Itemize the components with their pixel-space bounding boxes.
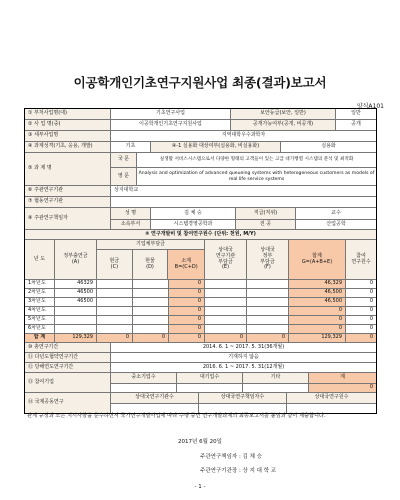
- row-current-period: [25, 363, 376, 373]
- ministry-program-value: 기초연구사업: [111, 109, 231, 119]
- year-cell: 3차년도: [25, 298, 55, 306]
- inkind-cell: [133, 316, 169, 324]
- subtotal-cell: 0: [169, 316, 205, 324]
- other-cell: [205, 280, 247, 288]
- total-cell: 0: [289, 307, 346, 315]
- pi-dept-label: 소속부서: [111, 220, 151, 229]
- row-partner-institution: [25, 197, 376, 208]
- local-cell: [247, 325, 289, 333]
- project-type-label: ④ 과제성격(기초, 응용, 개발): [25, 142, 111, 152]
- total-cell: 46,500: [289, 289, 346, 297]
- subtotal-cell: 0: [169, 307, 205, 315]
- sum-local: 0: [247, 334, 289, 342]
- total-cell: 0: [289, 316, 346, 324]
- detail-program-label: ③ 세부사업명: [25, 131, 111, 141]
- security-level-value: 일반: [351, 110, 361, 117]
- gov-cell: 46329: [55, 280, 97, 288]
- disclosure-label: 공개가능여부(공개, 비공개): [231, 120, 336, 130]
- submission-date: 2017년 6월 20일: [178, 439, 222, 445]
- row-budget-header: [25, 230, 376, 240]
- disclosure-value: 공개: [351, 121, 361, 128]
- current-period-label: ⑫ 당해연도연구기간: [25, 363, 111, 372]
- col-staff-header: 참여 연구원수: [351, 252, 371, 265]
- practical-use-label: ④-1 실용화 대상여부(실용화, 비실용화): [151, 142, 281, 152]
- pi-major-value: 산업공학: [326, 220, 346, 227]
- program-name-label: ② 사 업 명(중): [25, 120, 111, 130]
- gov-cell: [55, 316, 97, 324]
- local-cell: [247, 289, 289, 297]
- inkind-cell: [133, 289, 169, 297]
- budget-row: [25, 280, 376, 289]
- page-number: - 1 -: [194, 484, 206, 490]
- row-program-name: [25, 120, 376, 131]
- budget-row: [25, 298, 376, 307]
- other-cell: [205, 307, 247, 315]
- large-company-count-header: 대기업수: [177, 373, 243, 383]
- pi-name-label: 성 명: [111, 208, 151, 219]
- current-period-value: 2016. 6. 1 ~ 2017. 5. 31(12개월): [202, 363, 285, 370]
- row-budget-columns: [25, 240, 376, 280]
- sum-cash: 0: [97, 334, 133, 342]
- principal-investigator-label: ⑧ 주관연구책임자: [25, 208, 111, 229]
- pi-major-label: 전 공: [236, 220, 296, 229]
- practical-use-value: 실용화: [321, 143, 336, 150]
- row-ministry-program: [25, 109, 376, 120]
- report-form-table: [24, 108, 377, 414]
- sme-count-value: [111, 384, 177, 392]
- cash-cell: [97, 280, 133, 288]
- pi-rank-label: 직급(직위): [236, 208, 296, 219]
- budget-row: [25, 289, 376, 298]
- subtotal-cell: 0: [169, 298, 205, 306]
- staff-cell: 0: [369, 289, 373, 296]
- participating-companies-label: ⑬ 참여기업: [25, 373, 111, 392]
- inkind-cell: [133, 307, 169, 315]
- subtotal-cell: 0: [169, 289, 205, 297]
- year-cell: 2차년도: [25, 289, 55, 297]
- gov-cell: [55, 307, 97, 315]
- multiyear-period-label: ⑪ 다년도협약연구기간: [25, 353, 111, 362]
- col-local-header: 상대국 정부 부담금 (F): [247, 240, 289, 279]
- year-cell: 1차년도: [25, 280, 55, 288]
- total-cell: 0: [289, 325, 346, 333]
- submission-statement: 관계 규정과 모든 지시사항을 준수하면서 국가연구개발사업에 따라 수행 중인 연구개발과제의 최종보고서를 붙임과 같이 제출합니다.: [27, 413, 326, 419]
- security-level-label: 보안등급(보안, 일반): [231, 109, 336, 119]
- partner-institution-count-header: 상대국연구기관수: [111, 393, 199, 403]
- row-participating-companies: [25, 373, 376, 393]
- col-gov-header: 정부출연금 (A): [55, 240, 97, 279]
- project-title-label: ⑤ 과 제 명: [25, 153, 111, 185]
- lead-institution-value: 상지대학교: [114, 187, 139, 194]
- sum-other: 0: [205, 334, 247, 342]
- budget-sum-row: [25, 334, 376, 343]
- cash-cell: [97, 289, 133, 297]
- sme-count-header: 중소기업수: [111, 373, 177, 383]
- row-international-research: [25, 393, 376, 413]
- other-company-count-value: [243, 384, 309, 392]
- pi-rank-value: 교수: [331, 209, 341, 216]
- international-research-label: ⑭ 국제공동연구: [25, 393, 111, 413]
- partner-institution-label: ⑦ 협동연구기관: [25, 197, 111, 207]
- partner-institution-value: [111, 197, 376, 207]
- year-cell: 6차년도: [25, 325, 55, 333]
- budget-row: [25, 316, 376, 325]
- sum-label: 합 계: [25, 334, 55, 342]
- project-type-value: 기초: [111, 142, 151, 152]
- cash-cell: [97, 316, 133, 324]
- col-year-header: 년 도: [25, 240, 55, 279]
- row-multiyear-period: [25, 353, 376, 363]
- row-principal-investigator: [25, 208, 376, 230]
- staff-cell: 0: [369, 298, 373, 305]
- total-cell: 46,329: [289, 280, 346, 288]
- institution-head-signature-line: 주관연구기관장 : 상 지 대 학 교: [200, 468, 277, 474]
- inkind-cell: [133, 298, 169, 306]
- sum-total: 129,329: [289, 334, 346, 342]
- sum-inkind: 0: [133, 334, 169, 342]
- cash-cell: [97, 325, 133, 333]
- row-total-period: [25, 343, 376, 353]
- year-cell: 4차년도: [25, 307, 55, 315]
- staff-cell: 0: [369, 280, 373, 287]
- other-cell: [205, 298, 247, 306]
- lead-institution-label: ⑥ 주관연구기관: [25, 186, 111, 196]
- korean-title-label: 국 문: [111, 153, 137, 167]
- large-company-count-value: [177, 384, 243, 392]
- cash-cell: [97, 298, 133, 306]
- staff-cell: 0: [369, 307, 373, 314]
- english-title-label: 영 문: [111, 168, 137, 185]
- budget-section-title: ⑨ 연구개발비 및 참여연구원수 (단위: 천원, M/Y): [145, 230, 256, 237]
- pi-dept-value: 시스템경영공학과: [151, 220, 236, 229]
- inkind-cell: [133, 325, 169, 333]
- total-period-label: ⑩ 총연구기간: [25, 343, 111, 352]
- total-cell: 46,500: [289, 298, 346, 306]
- gov-cell: [55, 325, 97, 333]
- detail-program-value: 지역대학우수과학자: [221, 132, 266, 139]
- year-cell: 5차년도: [25, 316, 55, 324]
- staff-cell: 0: [369, 325, 373, 332]
- gov-cell: 46500: [55, 289, 97, 297]
- local-cell: [247, 316, 289, 324]
- pi-signature-line: 주관연구책임자 : 김 체 승: [200, 454, 262, 460]
- other-company-count-header: 기타: [243, 373, 309, 383]
- col-other-header: 상대국 연구기관 부담금 (E): [205, 240, 247, 279]
- row-lead-institution: [25, 186, 376, 197]
- subtotal-cell: 0: [169, 325, 205, 333]
- english-title-value: Analysis and optimization of advanced queueing systems with heterogeneous customers as models of real life service systems: [138, 171, 375, 182]
- col-company-group-header: 기업체부담금: [97, 240, 204, 250]
- other-cell: [205, 289, 247, 297]
- report-title: 이공학개인기초연구지원사업 최종(결과)보고서: [73, 75, 327, 90]
- other-cell: [205, 316, 247, 324]
- sum-subtotal: 0: [169, 334, 205, 342]
- company-total-value: 0: [309, 384, 376, 392]
- col-cash-header: 현금 (C): [97, 250, 133, 279]
- staff-cell: 0: [369, 316, 373, 323]
- form-code: 양식A101: [356, 103, 384, 110]
- budget-row: [25, 325, 376, 334]
- local-cell: [247, 298, 289, 306]
- pi-name-value: 김 체 승: [151, 208, 236, 219]
- program-name-value: 이공학개인기초연구지원사업: [111, 120, 231, 130]
- row-project-title: [25, 153, 376, 186]
- partner-researcher-count-header: 상대국연구원수: [314, 394, 349, 401]
- multiyear-period-value: 기재하지 않음: [228, 353, 259, 360]
- col-total-header: 합계 G=(A+B+E): [289, 240, 346, 279]
- cash-cell: [97, 307, 133, 315]
- sum-gov: 129,329: [55, 334, 97, 342]
- total-period-value: 2014. 6. 1 ~ 2017. 5. 31(36개월): [202, 343, 285, 350]
- korean-title-value: 실생활 서비스시스템으로서 다양한 형태의 고객들이 있는 고급 대기행렬 시스템의 분석 및 최적화: [159, 157, 354, 163]
- gov-cell: 46500: [55, 298, 97, 306]
- local-cell: [247, 307, 289, 315]
- budget-row: [25, 307, 376, 316]
- subtotal-cell: 0: [169, 280, 205, 288]
- row-project-type: [25, 142, 376, 153]
- col-subtotal-header: 소계 B=(C+D): [168, 250, 204, 279]
- col-inkind-header: 현물 (D): [133, 250, 169, 279]
- row-detail-program: [25, 131, 376, 142]
- other-cell: [205, 325, 247, 333]
- ministry-program-label: ① 부처사업명(대): [25, 109, 111, 119]
- company-total-header: 계: [309, 373, 376, 383]
- sum-staff: 0: [369, 334, 373, 341]
- partner-pi-count-header: 상대국연구책임자수: [199, 393, 287, 403]
- local-cell: [247, 280, 289, 288]
- inkind-cell: [133, 280, 169, 288]
